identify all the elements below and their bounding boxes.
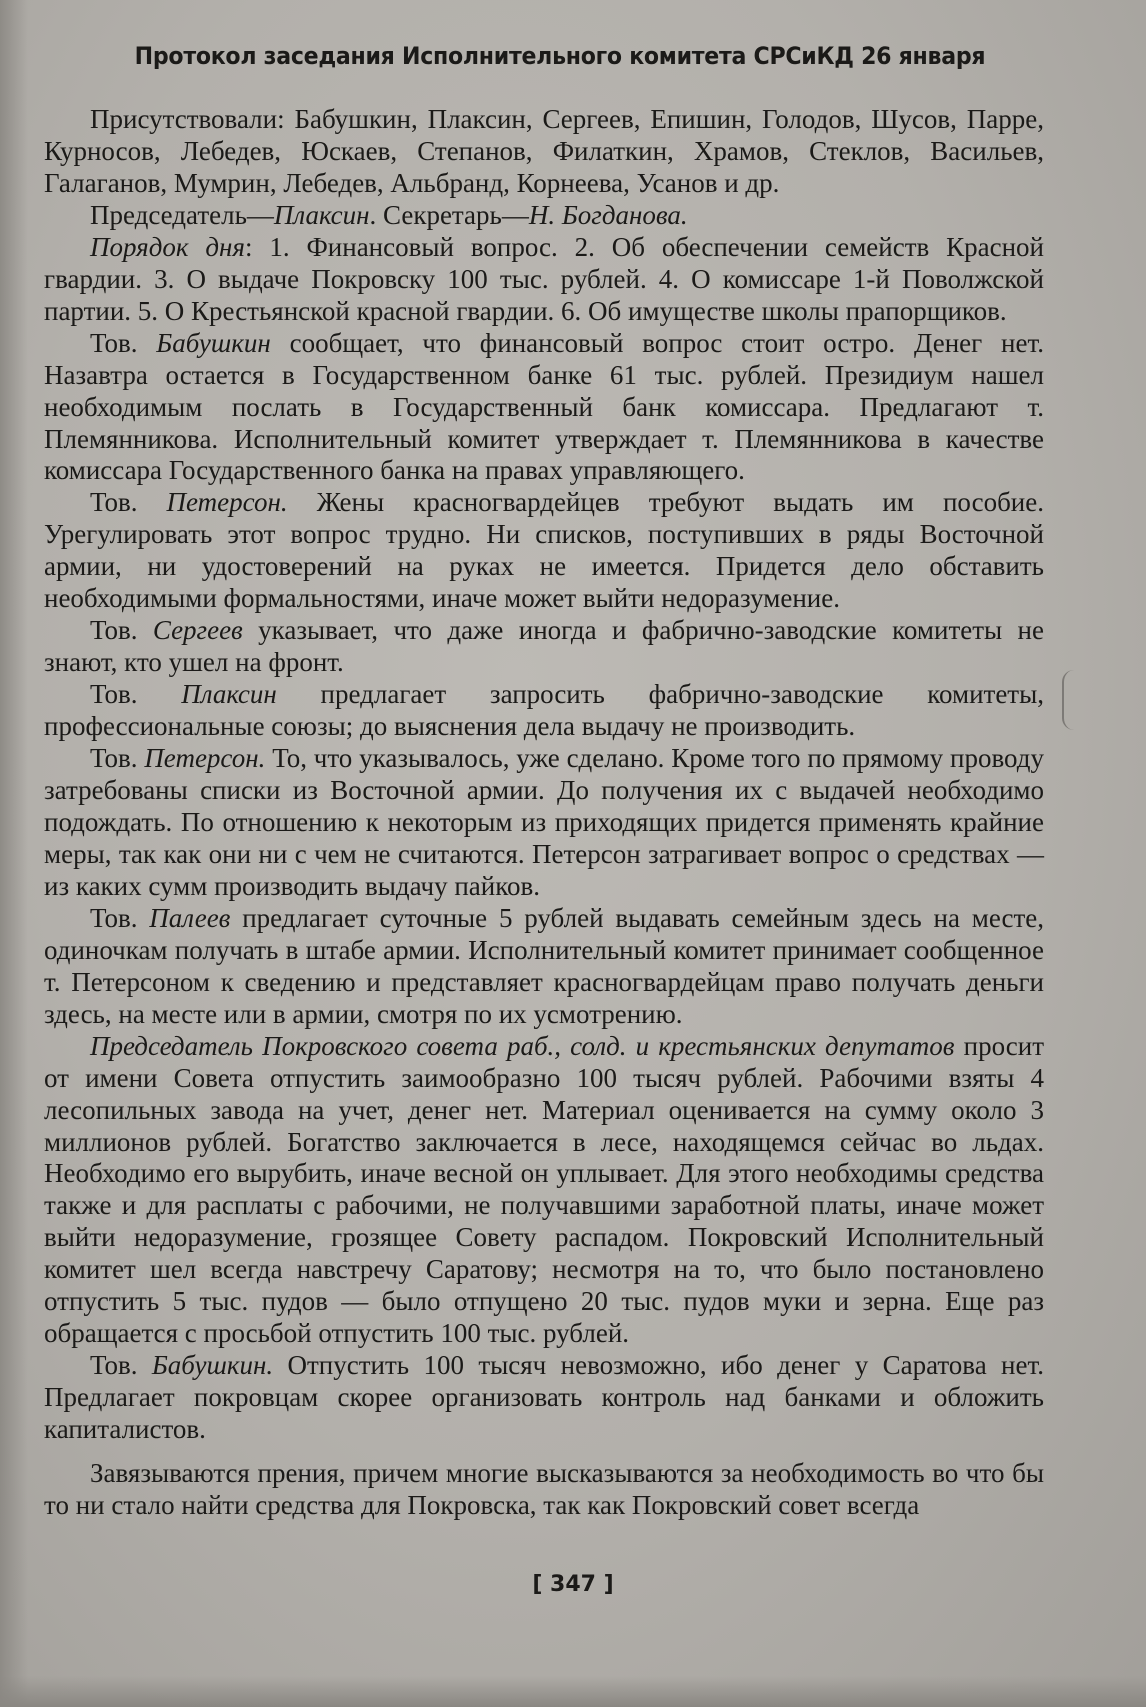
page-bottom-shadow: [0, 1676, 1146, 1707]
speaker-name: Плаксин: [181, 679, 277, 710]
speech-paragraph: Тов. Бабушкин сообщает, что финансовый вопрос стоит остро. Денег нет. Назавтра остается в Государственном банке 61 тыс. рублей. Президиум нашел необходимым послать в Государственный банк комиссара. Предлагают т. Племянникова. Исполнительный комитет утверждает т. Племянникова в качестве комиссара Государственного банка на правах управляющего.: [44, 327, 1044, 486]
speaker-name: Сергеев: [152, 615, 243, 646]
debate-paragraph: Завязываются прения, причем многие высказываются за необходимость во что бы то ни стало найти средства для Покровска, так как Покровский совет всегда: [44, 1458, 1044, 1520]
agenda-paragraph: Порядок дня: 1. Финансовый вопрос. 2. Об обеспечении семейств Красной гвардии. 3. О выдаче Покровску 100 тыс. рублей. 4. О комиссаре 1-й Поволжской партии. 5. О Крестьянской красной гвардии. 6. Об имуществе школы прапорщиков.: [44, 231, 1044, 326]
speaker-name: Бабушкин.: [151, 1350, 274, 1381]
speaker-name: Петерсон.: [166, 487, 288, 518]
attendees-paragraph: Присутствовали: Бабушкин, Плаксин, Сергеев, Епишин, Голодов, Шусов, Парре, Курносов, Лебедев, Юскаев, Степанов, Филаткин, Храмов, Стеклов, Васильев, Галаганов, Мумрин, Лебедев, Альбранд, Корнеева, Усанов и др.: [44, 104, 1044, 198]
speech-paragraph: Тов. Бабушкин. Отпустить 100 тысяч невозможно, ибо денег у Саратова нет. Предлагает покровцам скорее организовать контроль над банками и обложить капиталистов.: [44, 1350, 1045, 1445]
speech-paragraph: Тов. Петерсон. То, что указывалось, уже сделано. Кроме того по прямому проводу затребованы списки из Восточной армии. До получения их с выдачей необходимо подождать. По отношению к некоторым из приходящих придется применять крайние меры, так как они ни с чем не считаются. Петерсон затрагивает вопрос о средствах — из каких сумм производить выдачу пайков.: [44, 743, 1045, 901]
page-number: [ 347 ]: [532, 1572, 614, 1597]
chair-name: Плаксин: [273, 199, 370, 230]
speech-paragraph: Тов. Петерсон. Жены красногвардейцев требуют выдать им пособие. Урегулировать этот вопрос трудно. Ни списков, поступивших в ряды Восточной армии, ни удостоверений на руках не имеется. Придется дело обставить необходимыми формальностями, иначе может выйти недоразумение.: [44, 487, 1044, 614]
speaker-name: Бабушкин: [156, 327, 271, 358]
speech-paragraph: Председатель Покровского совета раб., солд. и крестьянских депутатов просит от имени Совета отпустить заимообразно 100 тысяч рублей. Рабочими взяты 4 лесопильных завода на учет, денег нет. Материал оценивается на сумму около 3 миллионов рублей. Богатство заключается в лесе, находящемся сейчас во льдах. Необходимо его вырубить, иначе весной он уплывает. Для этого необходимы средства также и для расплаты с рабочими, не получавшими заработной платы, иначе может выйти недоразумение, грозящее Совету распадом. Покровский Исполнительный комитет шел всегда навстречу Саратову; несмотря на то, что было постановлено отпустить 5 тыс. пудов — было отпущено 20 тыс. пудов муки и зерна. Еще раз обращается с просьбой отпустить 100 тыс. рублей.: [44, 1030, 1044, 1349]
chair-secretary-paragraph: Председатель—Плаксин. Секретарь—Н. Богданова.: [90, 199, 688, 230]
speech-paragraph: Тов. Сергеев указывает, что даже иногда и фабрично-заводские комитеты не знают, кто ушел на фронт.: [44, 615, 1044, 678]
speaker-name: Председатель Покровского совета раб., солд. и крестьянских депутатов: [90, 1030, 955, 1061]
speaker-name: Петерсон.: [144, 743, 266, 774]
page-edge-shadow: [0, 0, 28, 1707]
speaker-name: Палеев: [149, 902, 231, 933]
agenda-label: Порядок дня: [90, 231, 245, 262]
margin-pencil-mark: [1062, 670, 1080, 730]
protocol-text: [44, 104, 1044, 1522]
speech-paragraph: Тов. Плаксин предлагает запросить фабрично-заводские комитеты, профессиональные союзы; до выяснения дела выдачу не производить.: [44, 679, 1044, 742]
speech-paragraph: Тов. Палеев предлагает суточные 5 рублей выдавать семейным здесь на месте, одиночкам получать в штабе армии. Исполнительный комитет принимает сообщенное т. Петерсоном к сведению и представляет красногвардейцам право получать деньги здесь, на месте или в армии, смотря по их усмотрению.: [44, 902, 1044, 1029]
secretary-name: Н. Богданова.: [528, 199, 688, 230]
page-title: Протокол заседания Исполнительного комитета СРСиКД 26 января: [134, 42, 986, 70]
